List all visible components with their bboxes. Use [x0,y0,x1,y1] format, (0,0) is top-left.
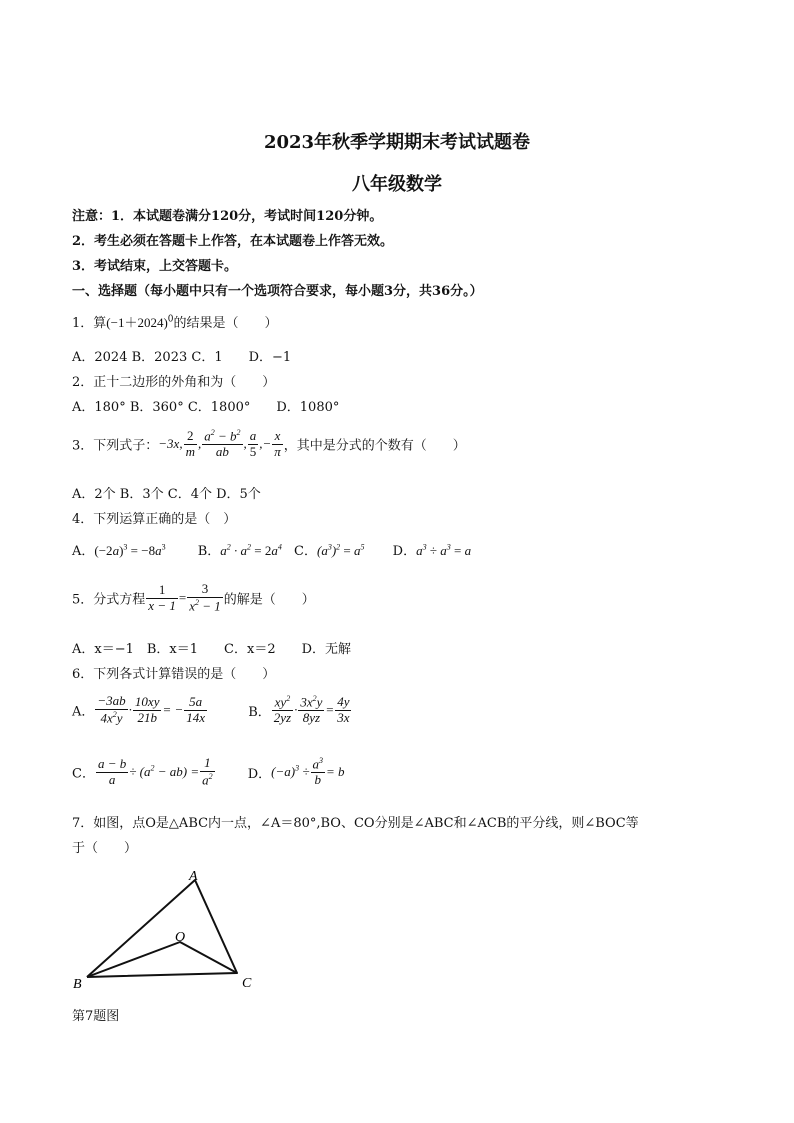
question-5: 5．分式方程 $\frac{1}{x - 1}$ = $\frac{3}{x^2 - 1}$ 的解是（ ） [72,581,315,614]
question-7-line-2: 于（ ） [72,841,138,856]
q5-fraction-right: $\frac{3}{x^2 - 1}$ [189,581,221,614]
q6-b-fraction-2: $\frac{3x^2y}{8yz}$ [300,694,323,726]
triangle-abc [87,880,237,977]
question-2: 2．正十二边形的外角和为（ ） [72,375,276,390]
q7-triangle-figure [62,860,282,1000]
exam-subject: 八年级数学 [352,174,442,195]
bisectors-bo-co [87,942,237,977]
q6-a-fraction-2: $\frac{10xy}{21b}$ [134,693,160,725]
note-3: 3．考试结束，上交答题卡。 [72,259,238,274]
q3-term-1: −3x, [158,436,183,452]
q6-b-fraction-1: $\frac{xy^2}{2yz}$ [273,694,292,726]
question-1 [72,312,278,331]
question-4: 4．下列运算正确的是（ ） [72,512,237,527]
label-b: B [73,977,82,992]
q3-options: A．2个 B．3个 C．4个 D．5个 [72,487,261,502]
q3-fraction-1: $\frac{2}{m}$ [185,427,195,459]
q3-fraction-4: $\frac{x}{\pi}$ [274,427,281,459]
q1-options: A．2024 B．2023 C．1 D．−1 [72,350,292,365]
figure-7-caption: 第7题图 [72,1009,120,1024]
q1-suffix: 的结果是（ ） [173,316,278,331]
q5-fraction-left: $\frac{1}{x - 1}$ [148,581,176,613]
q5-options: A．x＝−1 B．x＝1 C．x＝2 D．无解 [72,642,352,657]
q4-option-b: B．$a^2 \cdot a^2 = 2a^4$ [197,542,282,559]
q6-b-fraction-3: $\frac{4y}{3x}$ [337,693,350,725]
q3-fraction-2: $\frac{a^2 - b^2}{ab}$ [204,428,241,460]
q6-options-cd: C． $\frac{a - b}{a}$ ÷ $(a^2 - ab)$ = $\frac{1}{a^2}$ D．$(-a)^3$ ÷ $\frac{a^3}{b}$ = b [72,755,345,788]
q1-expression: (−1＋2024) [106,315,168,330]
label-a: A [189,869,198,884]
question-3: 3．下列式子：−3x, $\frac{2}{m}$ , $\frac{a^2 - b^2}{ab}$ , $\frac{a}{5}$ ,− $\frac{x}{\pi}$ ，其中是分式的个数有（ ） [72,427,466,460]
question-6: 6．下列各式计算错误的是（ ） [72,667,276,682]
q6-c-fraction-2: $\frac{1}{a^2}$ [202,755,213,788]
q4-option-a: A．$(-2a)^3 = -8a^3$ [72,542,166,559]
q6-options-ab: A． $\frac{-3ab}{4x^2y}$ · $\frac{10xy}{21b}$ = − $\frac{5a}{14x}$ B． $\frac{xy^2}{2yz}$ · $\frac{3x^2y}{8yz}$ = $\frac{4y}{3x}$ [72,693,350,726]
exam-title: 2023年秋季学期期末考试试题卷 [263,132,531,153]
q4-option-c: C．$(a^3)^2 = a^5$ [294,542,365,559]
q6-option-b: B． [248,704,271,720]
q6-option-c: C． [72,766,95,782]
q6-option-d: D． [247,766,272,782]
q6-option-a: A． [72,704,95,720]
note-1: 注意：1．本试题卷满分120分，考试时间120分钟。 [72,209,383,224]
note-2: 2．考生必须在答题卡上作答，在本试题卷上作答无效。 [72,234,394,249]
q3-fraction-3: $\frac{a}{5}$ [249,427,257,459]
q1-exponent: 0 [167,314,174,325]
q2-options: A．180° B．360° C．1800° D．1080° [72,400,340,415]
q3-prefix: 3．下列式子： [72,438,159,454]
q5-prefix: 5．分式方程 [72,592,146,608]
q4-option-d: D．$a^3 \div a^3 = a$ [392,542,472,559]
section-heading: 一、选择题（每小题中只有一个选项符合要求，每小题3分，共36分。） [72,284,483,299]
q3-suffix: ，其中是分式的个数有（ ） [283,438,466,454]
question-7-line-1: 7．如图，点O是△ABC内一点，∠A＝80°,BO、CO分别是∠ABC和∠ACB的平分线，则∠BOC等 [72,816,639,831]
q6-a-fraction-1: $\frac{-3ab}{4x^2y}$ [97,693,126,726]
q1-prefix: 1．算 [72,316,107,331]
q5-suffix: 的解是（ ） [223,592,315,608]
q6-c-fraction-1: $\frac{a - b}{a}$ [97,755,127,787]
label-c: C [242,976,252,991]
q6-d-fraction: $\frac{a^3}{b}$ [312,756,324,788]
q4-options [72,540,471,559]
q6-a-fraction-3: $\frac{5a}{14x}$ [186,693,206,725]
label-o: O [175,930,186,945]
